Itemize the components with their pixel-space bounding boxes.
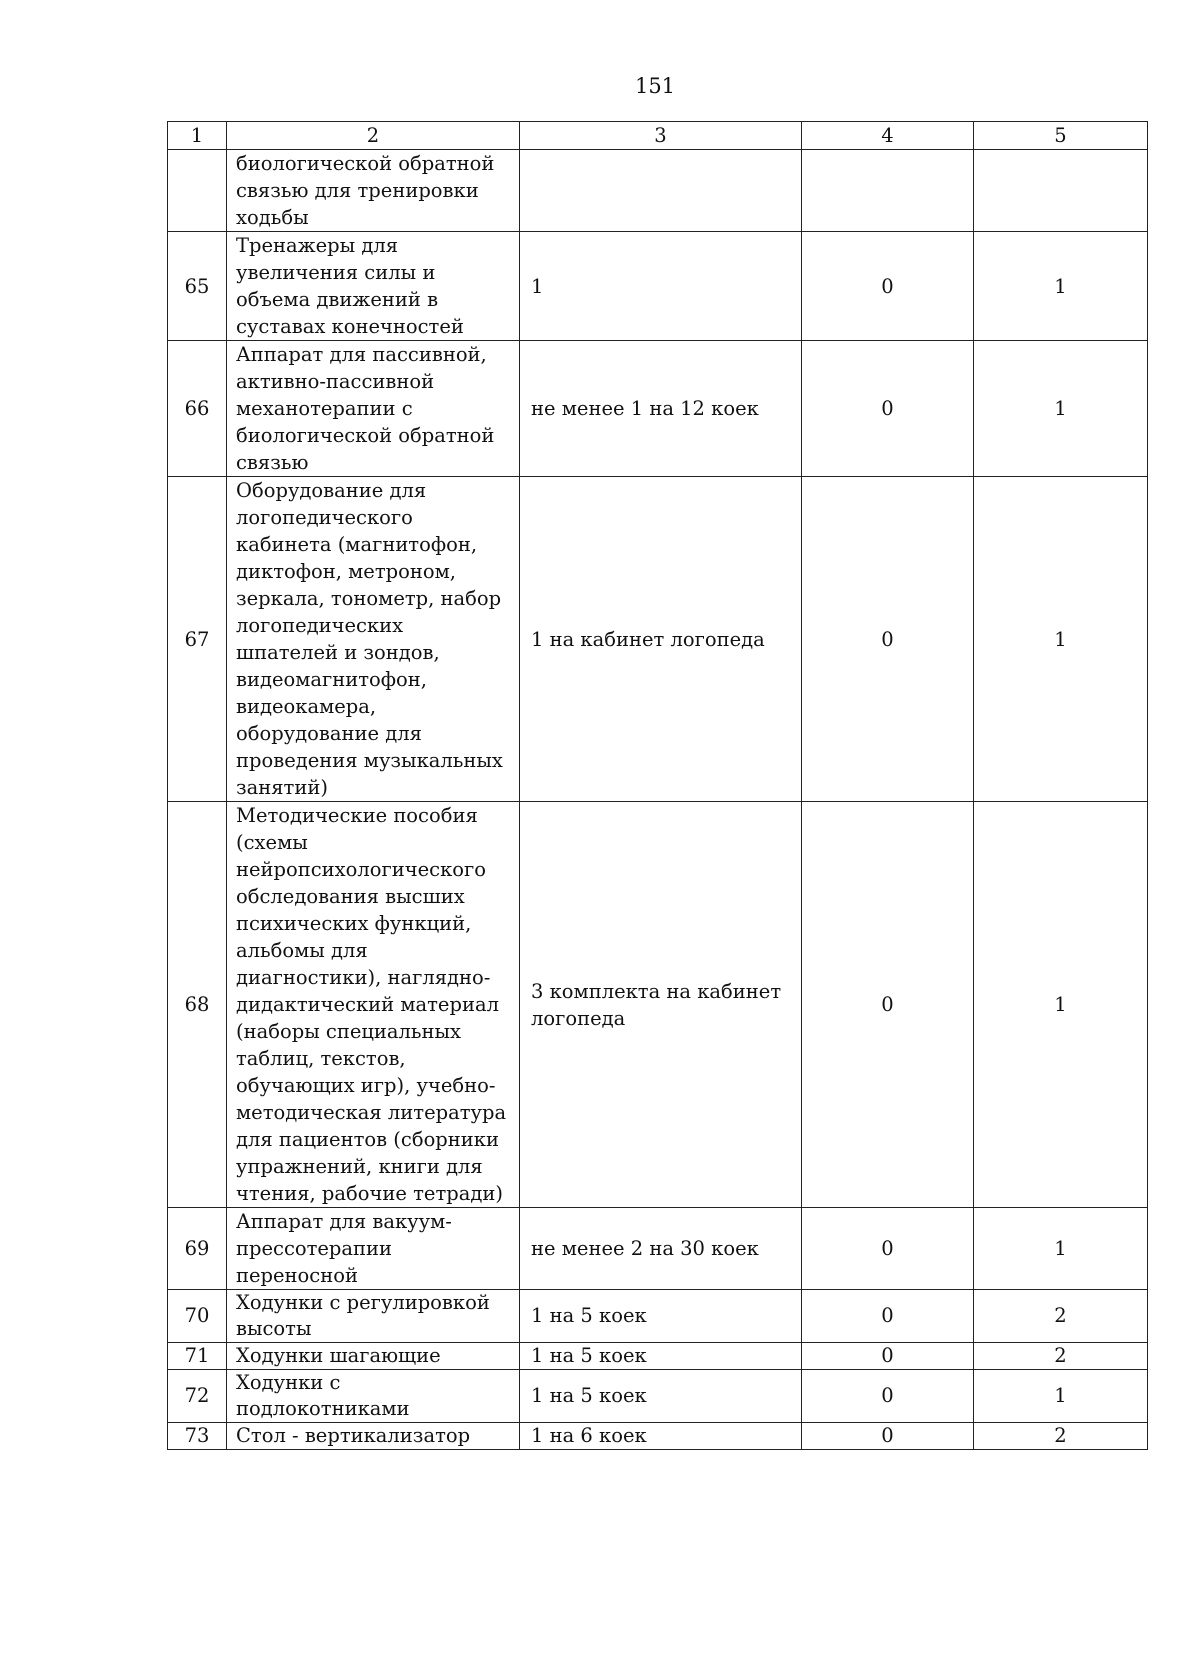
- table-row: [168, 150, 1148, 232]
- equipment-norm-text: 3 комплекта на кабинет логопеда: [531, 979, 782, 1030]
- value-col-5: [974, 150, 1148, 232]
- equipment-norm: [520, 1423, 802, 1450]
- row-number: 72: [168, 1370, 227, 1423]
- value-col-4: 0: [802, 477, 974, 802]
- header-col-5: 5: [974, 122, 1148, 150]
- table-row: [168, 1343, 1148, 1370]
- value-col-4: 0: [802, 1370, 974, 1423]
- equipment-norm: [520, 1208, 802, 1290]
- value-col-5: 1: [974, 802, 1148, 1208]
- equipment-name-text: Ходунки с подлокотниками: [236, 1371, 410, 1420]
- equipment-name-text: Оборудование для логопедического кабинета (магнитофон, диктофон, метроном, зеркала, тонометр, набор логопедических шпателей и зондов, видеомагнитофон, видеокамера, оборудование для проведения музыкальных занятий): [236, 479, 503, 799]
- equipment-norm-text: 1: [531, 274, 544, 298]
- equipment-name-text: Стол - вертикализатор: [236, 1424, 471, 1447]
- equipment-norm-text: не менее 1 на 12 коек: [531, 397, 759, 420]
- value-col-5: 2: [974, 1343, 1148, 1370]
- equipment-name: [227, 150, 520, 232]
- value-col-4: 0: [802, 1208, 974, 1290]
- table-row: [168, 1370, 1148, 1423]
- equipment-name: [227, 1370, 520, 1423]
- equipment-name-text: Аппарат для вакуум- прессотерапии переносной: [236, 1210, 452, 1287]
- value-col-5: 1: [974, 341, 1148, 477]
- header-col-4: 4: [802, 122, 974, 150]
- value-col-4: 0: [802, 802, 974, 1208]
- equipment-table: [167, 121, 1148, 1450]
- equipment-norm: [520, 1370, 802, 1423]
- equipment-name: [227, 1423, 520, 1450]
- equipment-norm: [520, 232, 802, 341]
- equipment-name: [227, 341, 520, 477]
- row-number: 68: [168, 802, 227, 1208]
- row-number: 73: [168, 1423, 227, 1450]
- equipment-norm-text: не менее 2 на 30 коек: [531, 1237, 759, 1260]
- table-row: [168, 1423, 1148, 1450]
- table-row: [168, 1290, 1148, 1343]
- value-col-4: 0: [802, 232, 974, 341]
- header-col-2: 2: [227, 122, 520, 150]
- equipment-name-text: Аппарат для пассивной, активно-пассивной механотерапии с биологической обратной связью: [236, 343, 495, 474]
- table-row: [168, 802, 1148, 1208]
- value-col-5: 1: [974, 1370, 1148, 1423]
- equipment-norm: [520, 1343, 802, 1370]
- value-col-5: 2: [974, 1290, 1148, 1343]
- equipment-name: [227, 1208, 520, 1290]
- table-row: [168, 477, 1148, 802]
- value-col-4: 0: [802, 1290, 974, 1343]
- value-col-5: 1: [974, 477, 1148, 802]
- header-col-3: 3: [520, 122, 802, 150]
- row-number: 65: [168, 232, 227, 341]
- equipment-norm-text: 1 на 5 коек: [531, 1384, 647, 1407]
- equipment-name-text: Методические пособия (схемы нейропсихологического обследования высших психических функций, альбомы для диагностики), наглядно- дидактический материал (наборы специальных таблиц, текстов, обучающих игр), учебно- методическая литература для пациентов (сборники упражнений, книги для чтения, рабочие тетради): [236, 804, 507, 1205]
- equipment-norm: [520, 150, 802, 232]
- header-col-1: 1: [168, 122, 227, 150]
- table-row: [168, 1208, 1148, 1290]
- row-number: [168, 150, 227, 232]
- equipment-name-text: биологической обратной связью для тренировки ходьбы: [236, 152, 495, 229]
- value-col-4: 0: [802, 1423, 974, 1450]
- equipment-name-text: Ходунки с регулировкой высоты: [236, 1291, 490, 1340]
- row-number: 67: [168, 477, 227, 802]
- value-col-4: [802, 150, 974, 232]
- equipment-norm: [520, 802, 802, 1208]
- equipment-norm-text: 1 на 5 коек: [531, 1344, 647, 1367]
- equipment-norm: [520, 1290, 802, 1343]
- equipment-norm: [520, 477, 802, 802]
- table-row: [168, 232, 1148, 341]
- row-number: 70: [168, 1290, 227, 1343]
- equipment-name: [227, 1290, 520, 1343]
- value-col-5: 2: [974, 1423, 1148, 1450]
- equipment-name-text: Тренажеры для увеличения силы и объема движений в суставах конечностей: [236, 234, 464, 338]
- equipment-name: [227, 477, 520, 802]
- equipment-norm: [520, 341, 802, 477]
- row-number: 71: [168, 1343, 227, 1370]
- equipment-name-text: Ходунки шагающие: [236, 1344, 441, 1367]
- table-row: [168, 341, 1148, 477]
- equipment-norm-text: 1 на 5 коек: [531, 1304, 647, 1327]
- equipment-norm-text: 1 на 6 коек: [531, 1424, 647, 1447]
- table-header-row: [168, 122, 1148, 150]
- value-col-4: 0: [802, 1343, 974, 1370]
- page-number: 151: [634, 74, 676, 98]
- equipment-name: [227, 802, 520, 1208]
- equipment-norm-text: 1 на кабинет логопеда: [531, 627, 765, 651]
- value-col-4: 0: [802, 341, 974, 477]
- row-number: 69: [168, 1208, 227, 1290]
- row-number: 66: [168, 341, 227, 477]
- equipment-name: [227, 232, 520, 341]
- value-col-5: 1: [974, 232, 1148, 341]
- equipment-name: [227, 1343, 520, 1370]
- value-col-5: 1: [974, 1208, 1148, 1290]
